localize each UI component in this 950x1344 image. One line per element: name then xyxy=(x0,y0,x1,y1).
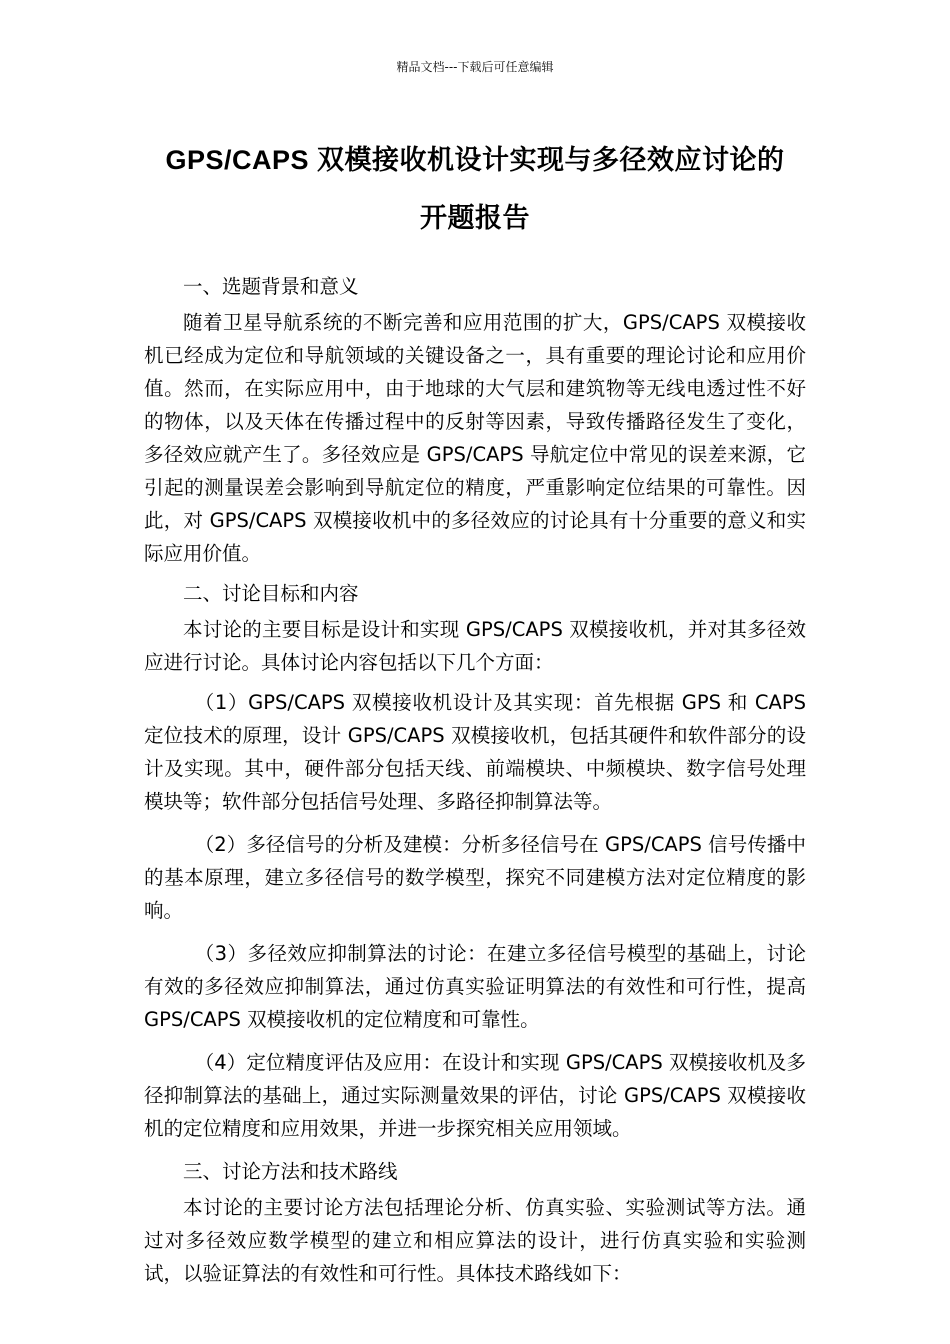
document-title-line-1: GPS/CAPS 双模接收机设计实现与多径效应讨论的 xyxy=(165,145,785,175)
document-body xyxy=(144,270,806,1297)
body-paragraph: 随着卫星导航系统的不断完善和应用范围的扩大，GPS/CAPS 双模接收机已经成为定位和导航领域的关键设备之一，具有重要的理论讨论和应用价值。然而，在实际应用中，由于地球的大气层和建筑物等无线电透过性不好的物体，以及天体在传播过程中的反射等因素，导致传播路径发生了变化，多径效应就产生了。多径效应是 GPS/CAPS 导航定位中常见的误差来源，它引起的测量误差会影响到导航定位的精度，严重影响定位结果的可靠性。因此，对 GPS/CAPS 双模接收机中的多径效应的讨论具有十分重要的意义和实际应用价值。 xyxy=(144,311,806,565)
section-heading-objectives: 二、讨论目标和内容 xyxy=(183,582,359,605)
list-item: （3）多径效应抑制算法的讨论：在建立多径信号模型的基础上，讨论有效的多径效应抑制算法，通过仿真实验证明算法的有效性和可行性，提高 GPS/CAPS 双模接收机的定位精度和可靠性。 xyxy=(144,942,806,1031)
section-heading-methods: 三、讨论方法和技术路线 xyxy=(183,1160,398,1183)
section-heading-background: 一、选题背景和意义 xyxy=(183,275,359,298)
list-item: （2）多径信号的分析及建模：分析多径信号在 GPS/CAPS 信号传播中的基本原理，建立多径信号的数学模型，探究不同建模方法对定位精度的影响。 xyxy=(144,833,806,922)
document-title-line-2: 开题报告 xyxy=(420,203,530,233)
list-item: （1）GPS/CAPS 双模接收机设计及其实现：首先根据 GPS 和 CAPS 定位技术的原理，设计 GPS/CAPS 双模接收机，包括其硬件和软件部分的设计及实现。其中，硬件部分包括天线、前端模块、中频模块、数字信号处理模块等；软件部分包括信号处理、多路径抑制算法等。 xyxy=(144,691,806,813)
page-header: 精品文档---下载后可任意编辑 xyxy=(396,60,554,74)
body-paragraph: 本讨论的主要目标是设计和实现 GPS/CAPS 双模接收机，并对其多径效应进行讨论。具体讨论内容包括以下几个方面： xyxy=(144,618,806,674)
list-item: （4）定位精度评估及应用：在设计和实现 GPS/CAPS 双模接收机及多径抑制算法的基础上，通过实际测量效果的评估，讨论 GPS/CAPS 双模接收机的定位精度和应用效果，并进一步探究相关应用领域。 xyxy=(144,1051,806,1140)
body-paragraph: 本讨论的主要讨论方法包括理论分析、仿真实验、实验测试等方法。通过对多径效应数学模型的建立和相应算法的设计，进行仿真实验和实验测试，以验证算法的有效性和可行性。具体技术路线如下： xyxy=(144,1196,806,1285)
